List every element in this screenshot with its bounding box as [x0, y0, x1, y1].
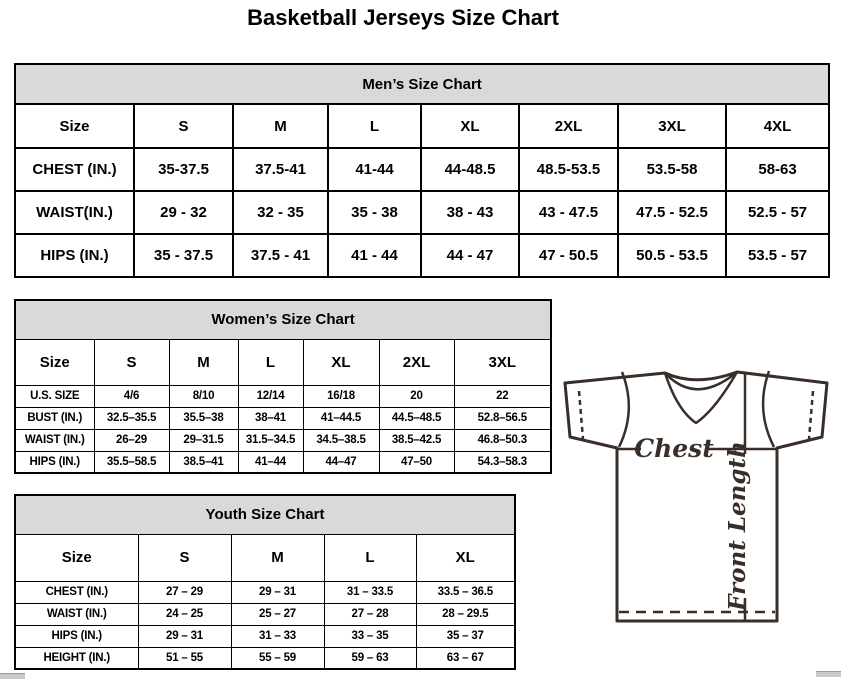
- mens-cell: 29 - 32: [134, 191, 233, 234]
- front-length-label: Front Length: [724, 441, 751, 611]
- youth-size-chart-table: [14, 494, 514, 670]
- womens-cell: 41–44.5: [303, 407, 379, 429]
- womens-cell: 41–44: [238, 451, 303, 473]
- womens-cell: 26–29: [94, 429, 169, 451]
- womens-cell: 22: [454, 385, 551, 407]
- womens-cell: 32.5–35.5: [94, 407, 169, 429]
- womens-column-header: 3XL: [454, 339, 551, 385]
- youth-cell: 51 – 55: [138, 647, 231, 669]
- chest-label: Chest: [634, 434, 714, 463]
- womens-cell: 52.8–56.5: [454, 407, 551, 429]
- youth-column-header: XL: [416, 534, 515, 581]
- womens-cell: 29–31.5: [169, 429, 238, 451]
- mens-column-header: 2XL: [519, 104, 618, 148]
- youth-row-label: WAIST (IN.): [15, 603, 138, 625]
- youth-cell: 35 – 37: [416, 625, 515, 647]
- mens-cell: 38 - 43: [421, 191, 519, 234]
- youth-row-label: HEIGHT (IN.): [15, 647, 138, 669]
- mens-column-header: 3XL: [618, 104, 726, 148]
- mens-cell: 48.5-53.5: [519, 148, 618, 191]
- mens-cell: 52.5 - 57: [726, 191, 829, 234]
- womens-column-header: S: [94, 339, 169, 385]
- womens-cell: 8/10: [169, 385, 238, 407]
- mens-cell: 53.5-58: [618, 148, 726, 191]
- mens-column-header: S: [134, 104, 233, 148]
- jersey-outline: [565, 372, 827, 621]
- mens-cell: 35-37.5: [134, 148, 233, 191]
- mens-cell: 47.5 - 52.5: [618, 191, 726, 234]
- womens-cell: 47–50: [379, 451, 454, 473]
- mens-size-chart-table: [14, 63, 828, 278]
- youth-cell: 63 – 67: [416, 647, 515, 669]
- mens-column-header: L: [328, 104, 421, 148]
- mens-cell: 37.5-41: [233, 148, 328, 191]
- mens-row-label: HIPS (IN.): [15, 234, 134, 277]
- womens-column-header: L: [238, 339, 303, 385]
- womens-cell: 38.5–42.5: [379, 429, 454, 451]
- womens-column-header: XL: [303, 339, 379, 385]
- youth-size-header: Size: [15, 534, 138, 581]
- womens-cell: 38.5–41: [169, 451, 238, 473]
- mens-cell: 44-48.5: [421, 148, 519, 191]
- womens-chart-title: Women’s Size Chart: [15, 300, 551, 339]
- womens-column-header: 2XL: [379, 339, 454, 385]
- womens-cell: 4/6: [94, 385, 169, 407]
- womens-cell: 46.8–50.3: [454, 429, 551, 451]
- mens-cell: 44 - 47: [421, 234, 519, 277]
- mens-cell: 53.5 - 57: [726, 234, 829, 277]
- mens-size-header: Size: [15, 104, 134, 148]
- mens-column-header: M: [233, 104, 328, 148]
- youth-cell: 27 – 29: [138, 581, 231, 603]
- jersey-diagram: [555, 360, 843, 665]
- youth-cell: 59 – 63: [324, 647, 416, 669]
- mens-cell: 41-44: [328, 148, 421, 191]
- womens-cell: 31.5–34.5: [238, 429, 303, 451]
- womens-row-label: HIPS (IN.): [15, 451, 94, 473]
- mens-chart-title: Men’s Size Chart: [15, 64, 829, 104]
- youth-cell: 31 – 33.5: [324, 581, 416, 603]
- womens-cell: 16/18: [303, 385, 379, 407]
- mens-row-label: WAIST(IN.): [15, 191, 134, 234]
- scrollbar-left-button[interactable]: [0, 673, 25, 679]
- womens-size-chart-table: [14, 299, 550, 474]
- womens-cell: 20: [379, 385, 454, 407]
- youth-chart-title: Youth Size Chart: [15, 495, 515, 534]
- womens-column-header: M: [169, 339, 238, 385]
- mens-cell: 43 - 47.5: [519, 191, 618, 234]
- mens-column-header: 4XL: [726, 104, 829, 148]
- womens-cell: 44.5–48.5: [379, 407, 454, 429]
- mens-cell: 50.5 - 53.5: [618, 234, 726, 277]
- mens-column-header: XL: [421, 104, 519, 148]
- mens-cell: 35 - 38: [328, 191, 421, 234]
- womens-cell: 35.5–58.5: [94, 451, 169, 473]
- womens-size-header: Size: [15, 339, 94, 385]
- youth-row-label: HIPS (IN.): [15, 625, 138, 647]
- mens-cell: 35 - 37.5: [134, 234, 233, 277]
- womens-cell: 44–47: [303, 451, 379, 473]
- mens-row-label: CHEST (IN.): [15, 148, 134, 191]
- womens-row-label: WAIST (IN.): [15, 429, 94, 451]
- youth-cell: 33.5 – 36.5: [416, 581, 515, 603]
- womens-row-label: U.S. SIZE: [15, 385, 94, 407]
- youth-column-header: S: [138, 534, 231, 581]
- mens-cell: 58-63: [726, 148, 829, 191]
- mens-cell: 47 - 50.5: [519, 234, 618, 277]
- page-title: Basketball Jerseys Size Chart: [247, 5, 559, 30]
- youth-cell: 29 – 31: [138, 625, 231, 647]
- youth-row-label: CHEST (IN.): [15, 581, 138, 603]
- womens-cell: 54.3–58.3: [454, 451, 551, 473]
- youth-cell: 27 – 28: [324, 603, 416, 625]
- womens-cell: 35.5–38: [169, 407, 238, 429]
- youth-cell: 33 – 35: [324, 625, 416, 647]
- womens-cell: 34.5–38.5: [303, 429, 379, 451]
- youth-cell: 28 – 29.5: [416, 603, 515, 625]
- womens-cell: 12/14: [238, 385, 303, 407]
- womens-row-label: BUST (IN.): [15, 407, 94, 429]
- mens-cell: 32 - 35: [233, 191, 328, 234]
- youth-cell: 55 – 59: [231, 647, 324, 669]
- mens-cell: 41 - 44: [328, 234, 421, 277]
- youth-column-header: M: [231, 534, 324, 581]
- womens-cell: 38–41: [238, 407, 303, 429]
- youth-cell: 24 – 25: [138, 603, 231, 625]
- scrollbar-right-button[interactable]: [816, 671, 841, 677]
- youth-cell: 29 – 31: [231, 581, 324, 603]
- youth-column-header: L: [324, 534, 416, 581]
- youth-cell: 25 – 27: [231, 603, 324, 625]
- youth-cell: 31 – 33: [231, 625, 324, 647]
- mens-cell: 37.5 - 41: [233, 234, 328, 277]
